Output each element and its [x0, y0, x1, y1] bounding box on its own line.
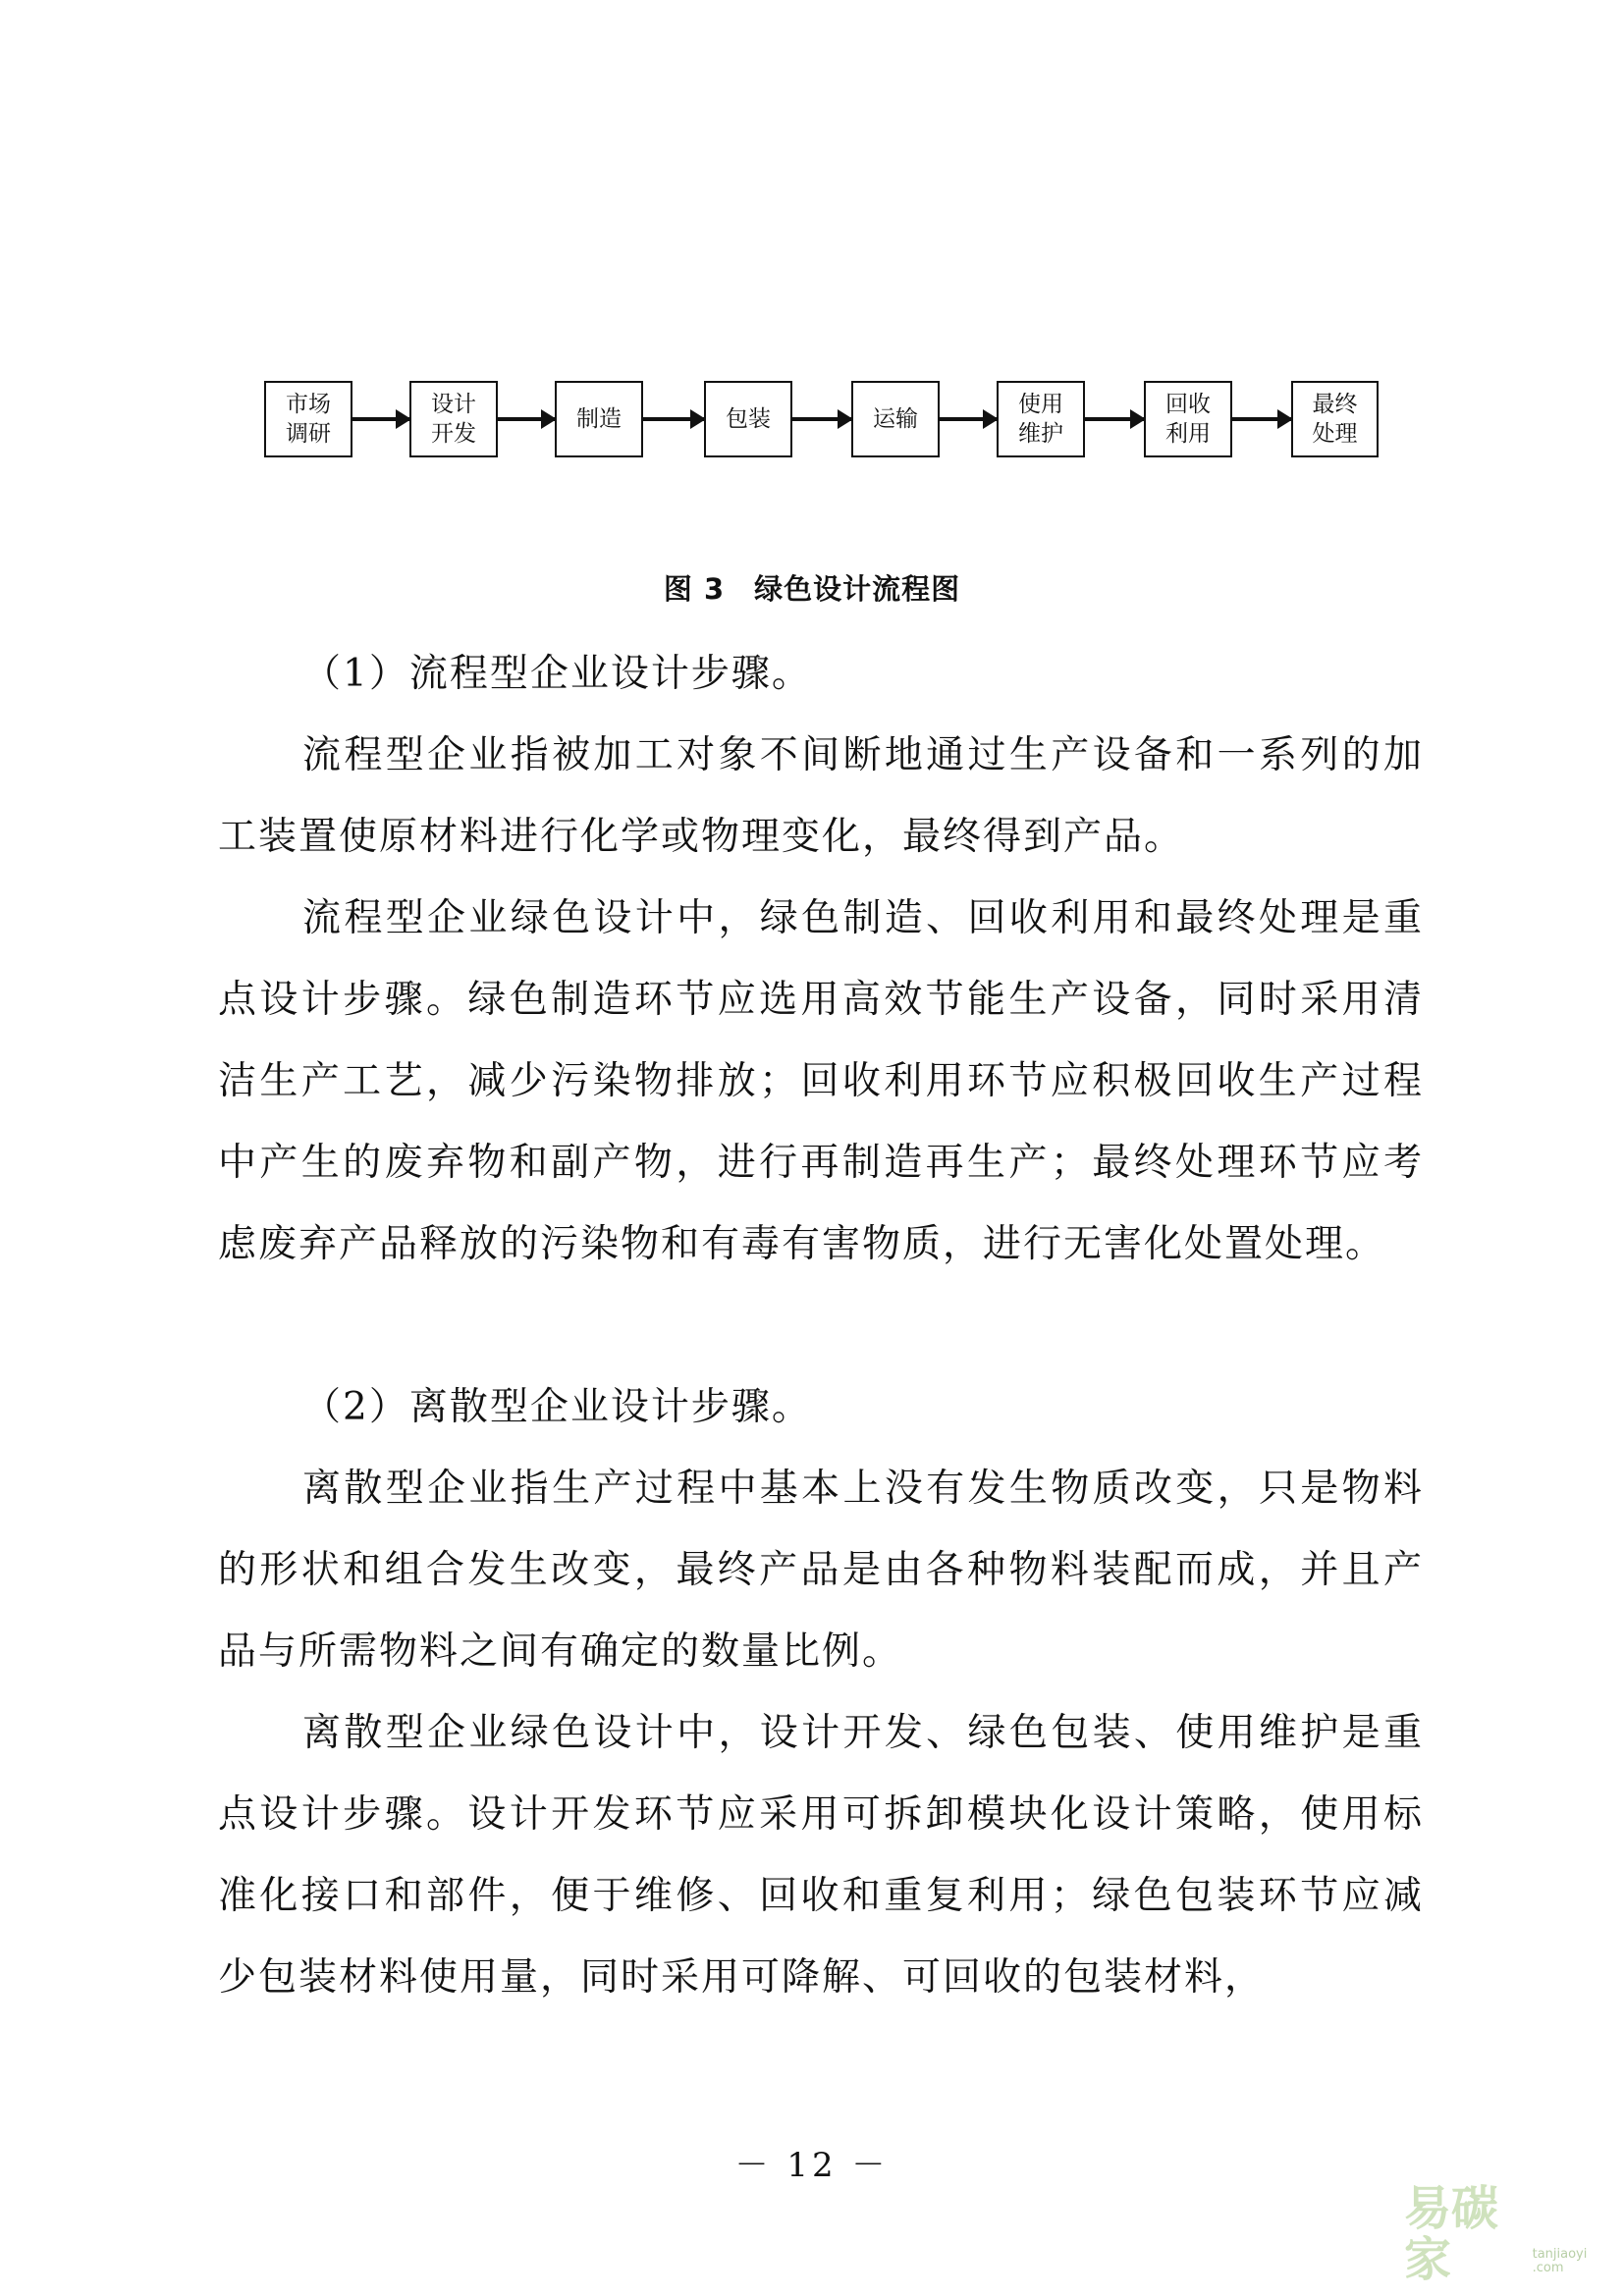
watermark-main: 易碳家: [1404, 2181, 1499, 2287]
watermark-logo: [1404, 2181, 1610, 2287]
figure-caption: 图 3 绿色设计流程图: [663, 572, 961, 606]
flow-step-final-disposal: [1291, 381, 1379, 457]
flow-step-recycling: [1144, 381, 1232, 457]
flow-arrow: [1085, 417, 1144, 421]
flow-arrow: [1232, 417, 1291, 421]
paragraph-process-definition: 流程型企业指被加工对象不间断地通过生产设备和一系列的加工装置使原材料进行化学或物理变化，最终得到产品。: [218, 733, 1424, 859]
step-label-line1: 运输: [873, 406, 918, 432]
step-label-line1: 市场: [286, 392, 331, 417]
flow-step-transport: [851, 381, 940, 457]
step-label-line2: 维护: [1018, 421, 1063, 447]
step-label-line2: 处理: [1312, 421, 1358, 447]
step-label-line2: 调研: [286, 421, 331, 447]
step-label-line1: 回收: [1165, 392, 1211, 417]
flow-arrow: [940, 417, 997, 421]
paragraph-discrete-definition: 离散型企业指生产过程中基本上没有发生物质改变，只是物料的形状和组合发生改变，最终产品是由各种物料装配而成，并且产品与所需物料之间有确定的数量比例。: [218, 1467, 1424, 1674]
flow-step-market-research: [264, 381, 352, 457]
flow-arrow: [643, 417, 704, 421]
flow-step-packaging: [704, 381, 792, 457]
step-label-line2: 利用: [1165, 421, 1211, 447]
step-label-line1: 制造: [576, 406, 622, 432]
step-label-line1: 包装: [726, 406, 771, 432]
step-label-line2: 开发: [431, 421, 476, 447]
flow-arrow: [498, 417, 555, 421]
watermark-sub: tanjiaoyi .com: [1532, 2247, 1588, 2275]
flow-arrow: [792, 417, 851, 421]
flow-step-use-maintenance: [997, 381, 1085, 457]
flowchart: [264, 381, 1379, 459]
paragraph-process-design: 流程型企业绿色设计中，绿色制造、回收利用和最终处理是重点设计步骤。绿色制造环节应选用高效节能生产设备，同时采用清洁生产工艺，减少污染物排放；回收利用环节应积极回收生产过程中产生的废弃物和副产物，进行再制造再生产；最终处理环节应考虑废弃产品释放的污染物和有毒有害物质，进行无害化处置处理。: [218, 896, 1424, 1266]
section-heading-process: （1）流程型企业设计步骤。: [302, 652, 812, 696]
page-number: － 12 －: [734, 2146, 890, 2185]
section-heading-discrete: （2）离散型企业设计步骤。: [302, 1385, 812, 1429]
flow-arrow: [352, 417, 409, 421]
step-label-line1: 最终: [1312, 392, 1358, 417]
step-label-line1: 使用: [1018, 392, 1063, 417]
paragraph-discrete-design: 离散型企业绿色设计中，设计开发、绿色包装、使用维护是重点设计步骤。设计开发环节应采用可拆卸模块化设计策略，使用标准化接口和部件，便于维修、回收和重复利用；绿色包装环节应减少包装材料使用量，同时采用可降解、可回收的包装材料，: [218, 1711, 1424, 2000]
step-label-line1: 设计: [431, 392, 476, 417]
flow-step-design-development: [409, 381, 498, 457]
flow-step-manufacturing: [555, 381, 643, 457]
